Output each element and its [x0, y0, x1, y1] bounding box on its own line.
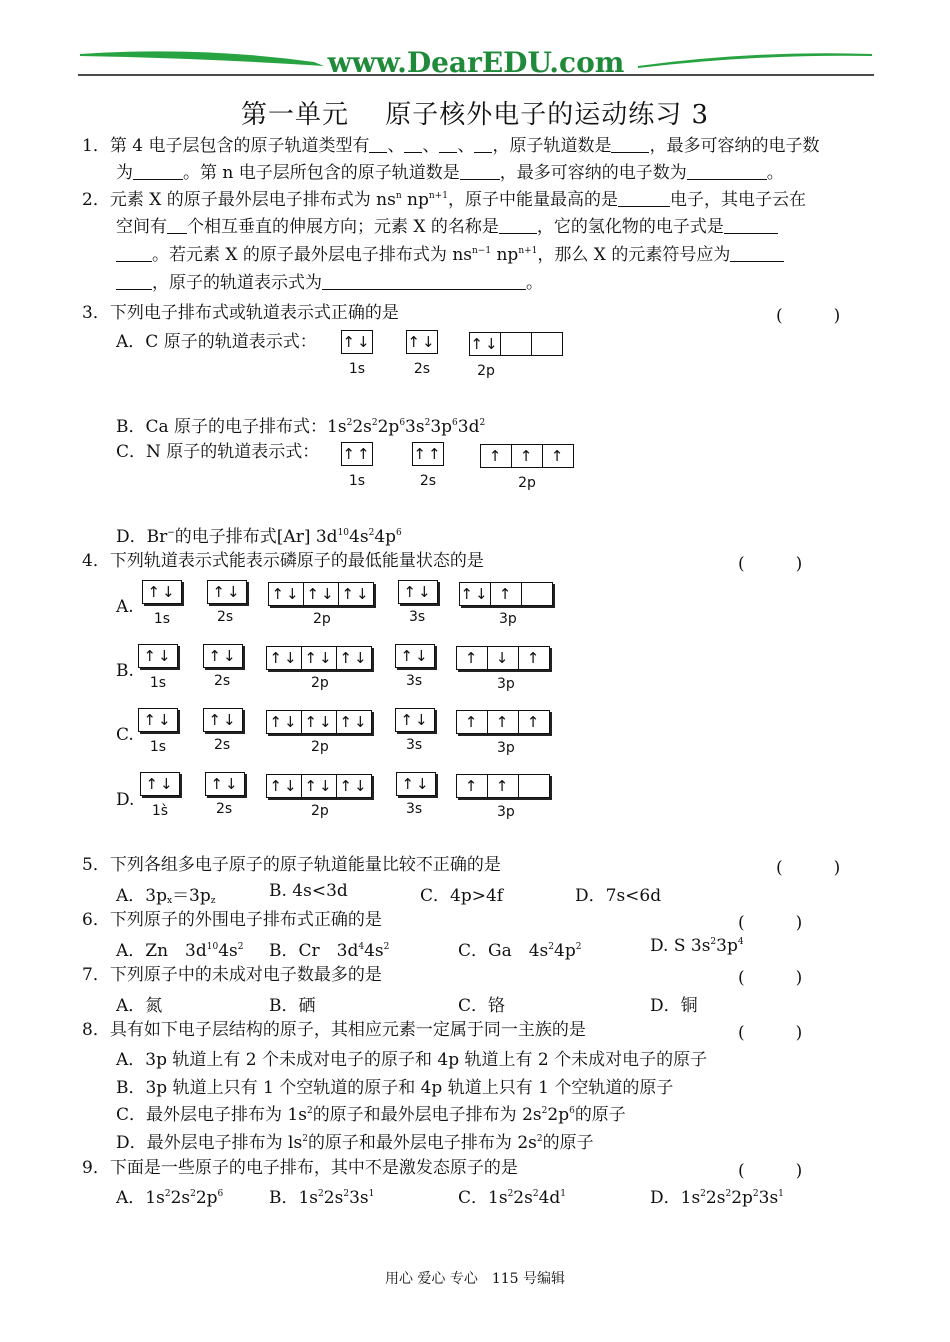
- q4b-3s-box: ↑↓: [395, 644, 435, 668]
- q7-option-a: A．氮: [116, 996, 163, 1016]
- q4-stem: 4．下列轨道表示式能表示磷原子的最低能量状态的是: [82, 551, 484, 571]
- q8-option-a: A．3p 轨道上有 2 个未成对电子的原子和 4p 轨道上有 2 个未成对电子的原子: [116, 1050, 708, 1070]
- q4-option-a-label: A.: [116, 597, 134, 617]
- q4-option-c-label: C.: [116, 725, 134, 745]
- q3-option-c: C．N 原子的轨道表示式：: [116, 442, 320, 462]
- q2-line2: 空间有 个相互垂直的伸展方向；元素 X 的名称是 ，它的氢化物的电子式是: [116, 215, 876, 239]
- q4b-3p-box: ↑ ↓ ↑: [456, 646, 550, 670]
- q4-answer-paren: ( ): [738, 554, 803, 574]
- q9-option-d: D．$1s^22s^22p^23s^1$: [650, 1188, 784, 1208]
- q2-line3: 。若元素 X 的原子最外层电子排布式为 $ns^{n-1}$ $np^{n+1}$，那么 X 的元素符号应为: [116, 243, 876, 267]
- q4a-1s-box: ↑↓ 1s: [142, 580, 182, 604]
- q4d-2s-label: 2s: [216, 801, 233, 817]
- q9-answer-paren: ( ): [738, 1161, 803, 1181]
- q4a-3s-box: ↑↓: [398, 580, 438, 604]
- q8-answer-paren: ( ): [738, 1023, 803, 1043]
- q4b-2s-box: ↑↓: [203, 644, 243, 668]
- q4c-2s-label: 2s: [214, 737, 231, 753]
- q6-stem: 6．下列原子的外围电子排布式正确的是: [82, 910, 382, 930]
- q4c-2s-box: ↑↓: [203, 708, 243, 732]
- q4a-3p-box: ↑↓ ↑: [459, 582, 553, 606]
- q8-option-b: B．3p 轨道上只有 1 个空轨道的原子和 4p 轨道上只有 1 个空轨道的原子: [116, 1078, 674, 1098]
- q4d-2p-box: ↑↓ ↑↓ ↑↓: [266, 774, 372, 798]
- q3a-2s-box: ↑↓ 2s: [406, 330, 438, 354]
- q4a-2p-label: 2p: [313, 611, 331, 627]
- q4c-3p-label: 3p: [497, 740, 515, 756]
- q4c-1s-box: ↑↓ 1s: [138, 708, 178, 732]
- q4a-3s-label: 3s: [409, 609, 426, 625]
- q3a-1s-box: ↑↓ 1s: [341, 330, 373, 354]
- q4a-2s-label: 2s: [217, 609, 234, 625]
- q4a-3p-label: 3p: [499, 611, 517, 627]
- q5-option-d: D．7s<6d: [575, 886, 662, 906]
- q4c-3s-box: ↑↓: [395, 708, 435, 732]
- q8-option-d: D．最外层电子排布为 $ls^2$的原子和最外层电子排布为 $2s^2$的原子: [116, 1133, 594, 1153]
- logo-text: www.DearEDU.com: [327, 46, 625, 79]
- q4d-3p-box: ↑ ↑: [456, 774, 550, 798]
- q4c-3s-label: 3s: [406, 737, 423, 753]
- q6-option-c: C．Ga $4s^24p^2$: [458, 941, 582, 961]
- q3c-1s-box: ↑↑ 1s: [341, 442, 373, 466]
- q3-stem: 3．下列电子排布式或轨道表示式正确的是: [82, 303, 399, 323]
- q5-option-a: A．$3p_x=3p_z$: [116, 886, 216, 906]
- q4d-2s-box: ↑↓: [205, 772, 245, 796]
- q8-option-c: C．最外层电子排布为 $1s^2$的原子和最外层电子排布为 $2s^22p^6$的原子: [116, 1105, 626, 1125]
- q5-stem: 5．下列各组多电子原子的原子轨道能量比较不正确的是: [82, 855, 501, 875]
- q4b-2p-label: 2p: [311, 675, 329, 691]
- q4a-2p-box: ↑↓ ↑↓ ↑↓: [268, 582, 374, 606]
- q2-line1: 2．元素 X 的原子最外层电子排布式为 $ns^n$ $np^{n+1}$，原子中能量最高的是 电子，其电子云在: [82, 190, 806, 210]
- q6-option-d: D. S $3s^23p^4$: [650, 936, 744, 956]
- q9-stem: 9．下面是一些原子的电子排布，其中不是激发态原子的是: [82, 1158, 518, 1178]
- q4b-3p-label: 3p: [497, 676, 515, 692]
- q5-answer-paren: ( ): [776, 858, 841, 878]
- q3-answer-paren: ( ): [776, 306, 841, 326]
- page-title: 第一单元 原子核外电子的运动练习 3: [240, 100, 710, 130]
- q4d-1s-box: ↑↓ 1s̀: [140, 772, 180, 796]
- q4b-2p-box: ↑↓ ↑↓ ↑↓: [266, 646, 372, 670]
- q1-line1: 1．第 4 电子层包含的原子轨道类型有 、 、 、 ，原子轨道数是 ，最多可容纳的电子数: [82, 136, 820, 156]
- q4d-2p-label: 2p: [311, 803, 329, 819]
- q2-line4: ，原子的轨道表示式为 。: [116, 271, 876, 295]
- q5-option-c: C．4p>4f: [420, 886, 504, 906]
- q3-option-d: D．Br−的电子排布式[Ar] $3d^{10}4s^24p^6$: [116, 527, 402, 547]
- q6-option-b: B．Cr $3d^44s^2$: [269, 941, 390, 961]
- q4a-2s-box: ↑↓: [207, 580, 247, 604]
- q4-option-d-label: D.: [116, 790, 135, 810]
- q9-option-c: C．$1s^22s^24d^1$: [458, 1188, 567, 1208]
- q3a-2p-box: ↑↓ 2p: [469, 332, 563, 356]
- q4b-3s-label: 3s: [406, 673, 423, 689]
- q3-option-a: A．C 原子的轨道表示式：: [116, 332, 317, 352]
- q7-stem: 7．下列原子中的未成对电子数最多的是: [82, 965, 382, 985]
- q6-option-a: A．Zn $3d^{10}4s^2$: [116, 941, 244, 961]
- page-footer: 用心 爱心 专心 115 号编辑: [384, 1271, 566, 1287]
- q3c-2p-box: ↑ ↑ ↑ 2p: [480, 444, 574, 468]
- q7-option-c: C．铬: [458, 996, 506, 1016]
- q4d-3s-label: 3s: [406, 801, 423, 817]
- q3c-2s-box: ↑↑ 2s: [412, 442, 444, 466]
- q1-line2: 为 。第 n 电子层所包含的原子轨道数是 ，最多可容纳的电子数为 。: [116, 163, 784, 183]
- q4b-2s-label: 2s: [214, 673, 231, 689]
- q4c-2p-box: ↑↓ ↑↓ ↑↓: [266, 710, 372, 734]
- header-logo: [78, 44, 874, 84]
- q3-option-b: B．Ca 原子的电子排布式：$1s^22s^22p^63s^23p^63d^2$: [116, 417, 486, 437]
- q9-option-a: A．$1s^22s^22p^6$: [116, 1188, 224, 1208]
- q9-option-b: B．$1s^22s^23s^1$: [269, 1188, 375, 1208]
- q4c-2p-label: 2p: [311, 739, 329, 755]
- q4b-1s-box: ↑↓ 1s: [138, 644, 178, 668]
- q7-answer-paren: ( ): [738, 968, 803, 988]
- q4d-3s-box: ↑↓: [396, 772, 436, 796]
- q7-option-b: B．硒: [269, 996, 316, 1016]
- q4c-3p-box: ↑ ↑ ↑: [456, 710, 550, 734]
- q4d-3p-label: 3p: [497, 804, 515, 820]
- q7-option-d: D．铜: [650, 996, 698, 1016]
- q5-option-b: B. 4s<3d: [269, 881, 348, 901]
- q8-stem: 8．具有如下电子层结构的原子，其相应元素一定属于同一主族的是: [82, 1020, 586, 1040]
- q6-answer-paren: ( ): [738, 913, 803, 933]
- q4-option-b-label: B.: [116, 661, 134, 681]
